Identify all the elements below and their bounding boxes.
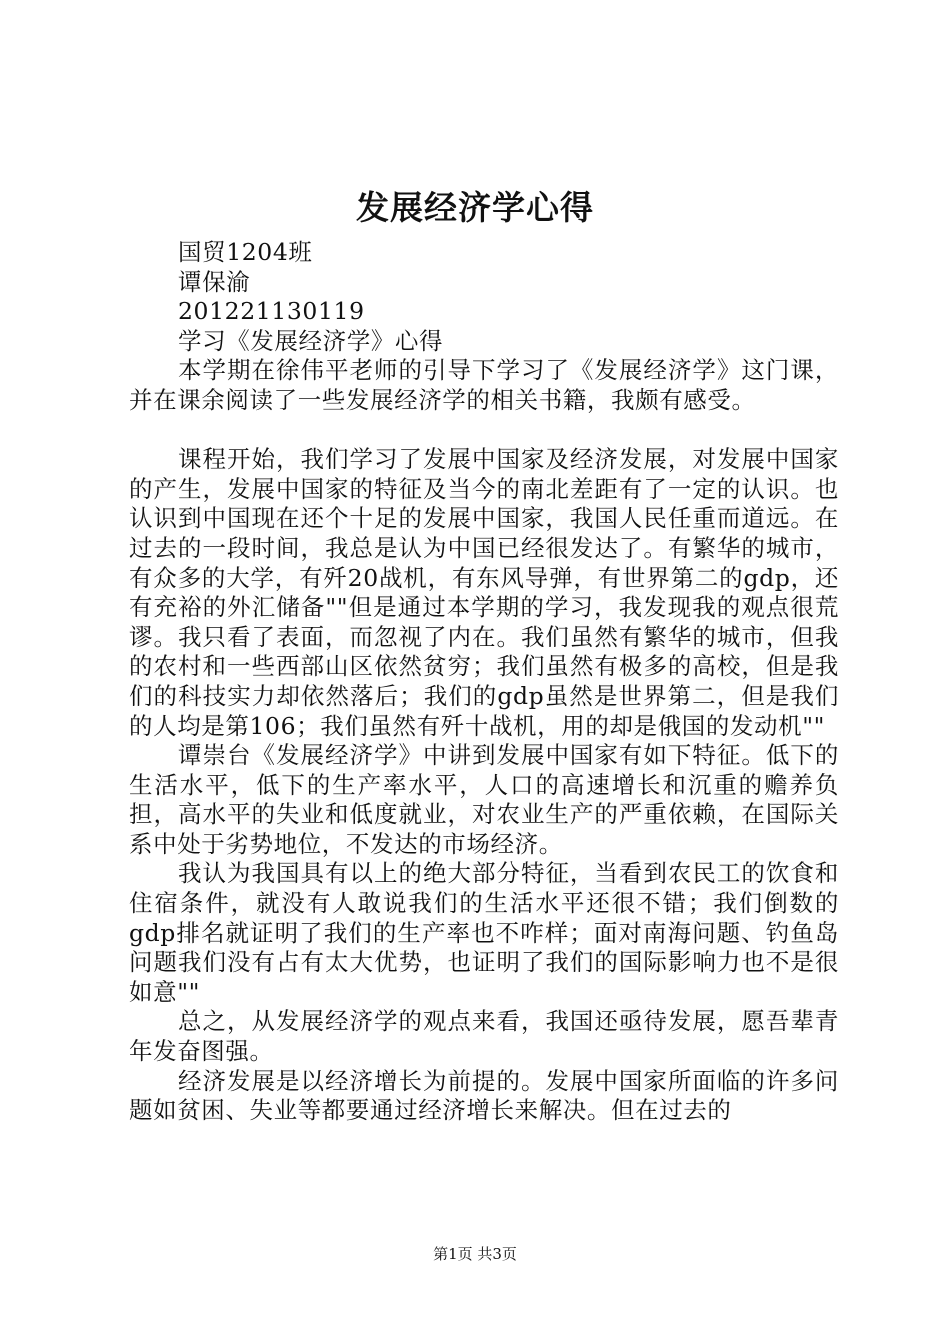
paragraph-opinion: 我认为我国具有以上的绝大部分特征，当看到农民工的饮食和住宿条件，就没有人敢说我们的生活水平还很不错；我们倒数的gdp排名就证明了我们的生产率也不咋样；面对南海问题、钓鱼岛问题我们没有占有太大优势，也证明了我们的国际影响力也不是很如意"" [129,859,839,1006]
paragraph-spacer [129,416,839,446]
paragraph-course-start: 课程开始，我们学习了发展中国家及经济发展，对发展中国家的产生，发展中国家的特征及当今的南北差距有了一定的认识。也认识到中国现在还个十足的发展中国家，我国人民任重而道远。在过去的一段时间，我总是认为中国已经很发达了。有繁华的城市，有众多的大学，有歼20战机，有东风导弹，有世界第二的gdp，还有充裕的外汇储备""但是通过本学期的学习，我发现我的观点很荒谬。我只看了表面，而忽视了内在。我们虽然有繁华的城市，但我的农村和一些西部山区依然贫穷；我们虽然有极多的高校，但是我们的科技实力却依然落后；我们的gdp虽然是世界第二，但是我们的人均是第106；我们虽然有歼十战机，用的却是俄国的发动机"" [129,445,839,740]
document-title: 发展经济学心得 [356,188,594,227]
essay-subtitle: 学习《发展经济学》心得 [178,326,444,355]
paragraph-intro: 本学期在徐伟平老师的引导下学习了《发展经济学》这门课，并在课余阅读了一些发展经济学的相关书籍，我颇有感受。 [129,356,839,414]
class-name: 国贸1204班 [178,238,313,266]
paragraph-characteristics: 谭崇台《发展经济学》中讲到发展中国家有如下特征。低下的生活水平，低下的生产率水平，人口的高速增长和沉重的赡养负担，高水平的失业和低度就业，对农业生产的严重依赖，在国际关系中处于劣势地位，不发达的市场经济。 [129,741,839,858]
page-number-footer: 第1页 共3页 [433,1245,517,1263]
paragraph-growth: 经济发展是以经济增长为前提的。发展中国家所面临的许多问题如贫困、失业等都要通过经济增长来解决。但在过去的 [129,1066,839,1125]
document-body [129,238,839,1126]
student-id: 201221130119 [178,297,365,326]
author-name: 谭保渝 [178,267,251,296]
paragraph-conclusion: 总之，从发展经济学的观点来看，我国还亟待发展，愿吾辈青年发奋图强。 [129,1007,839,1066]
